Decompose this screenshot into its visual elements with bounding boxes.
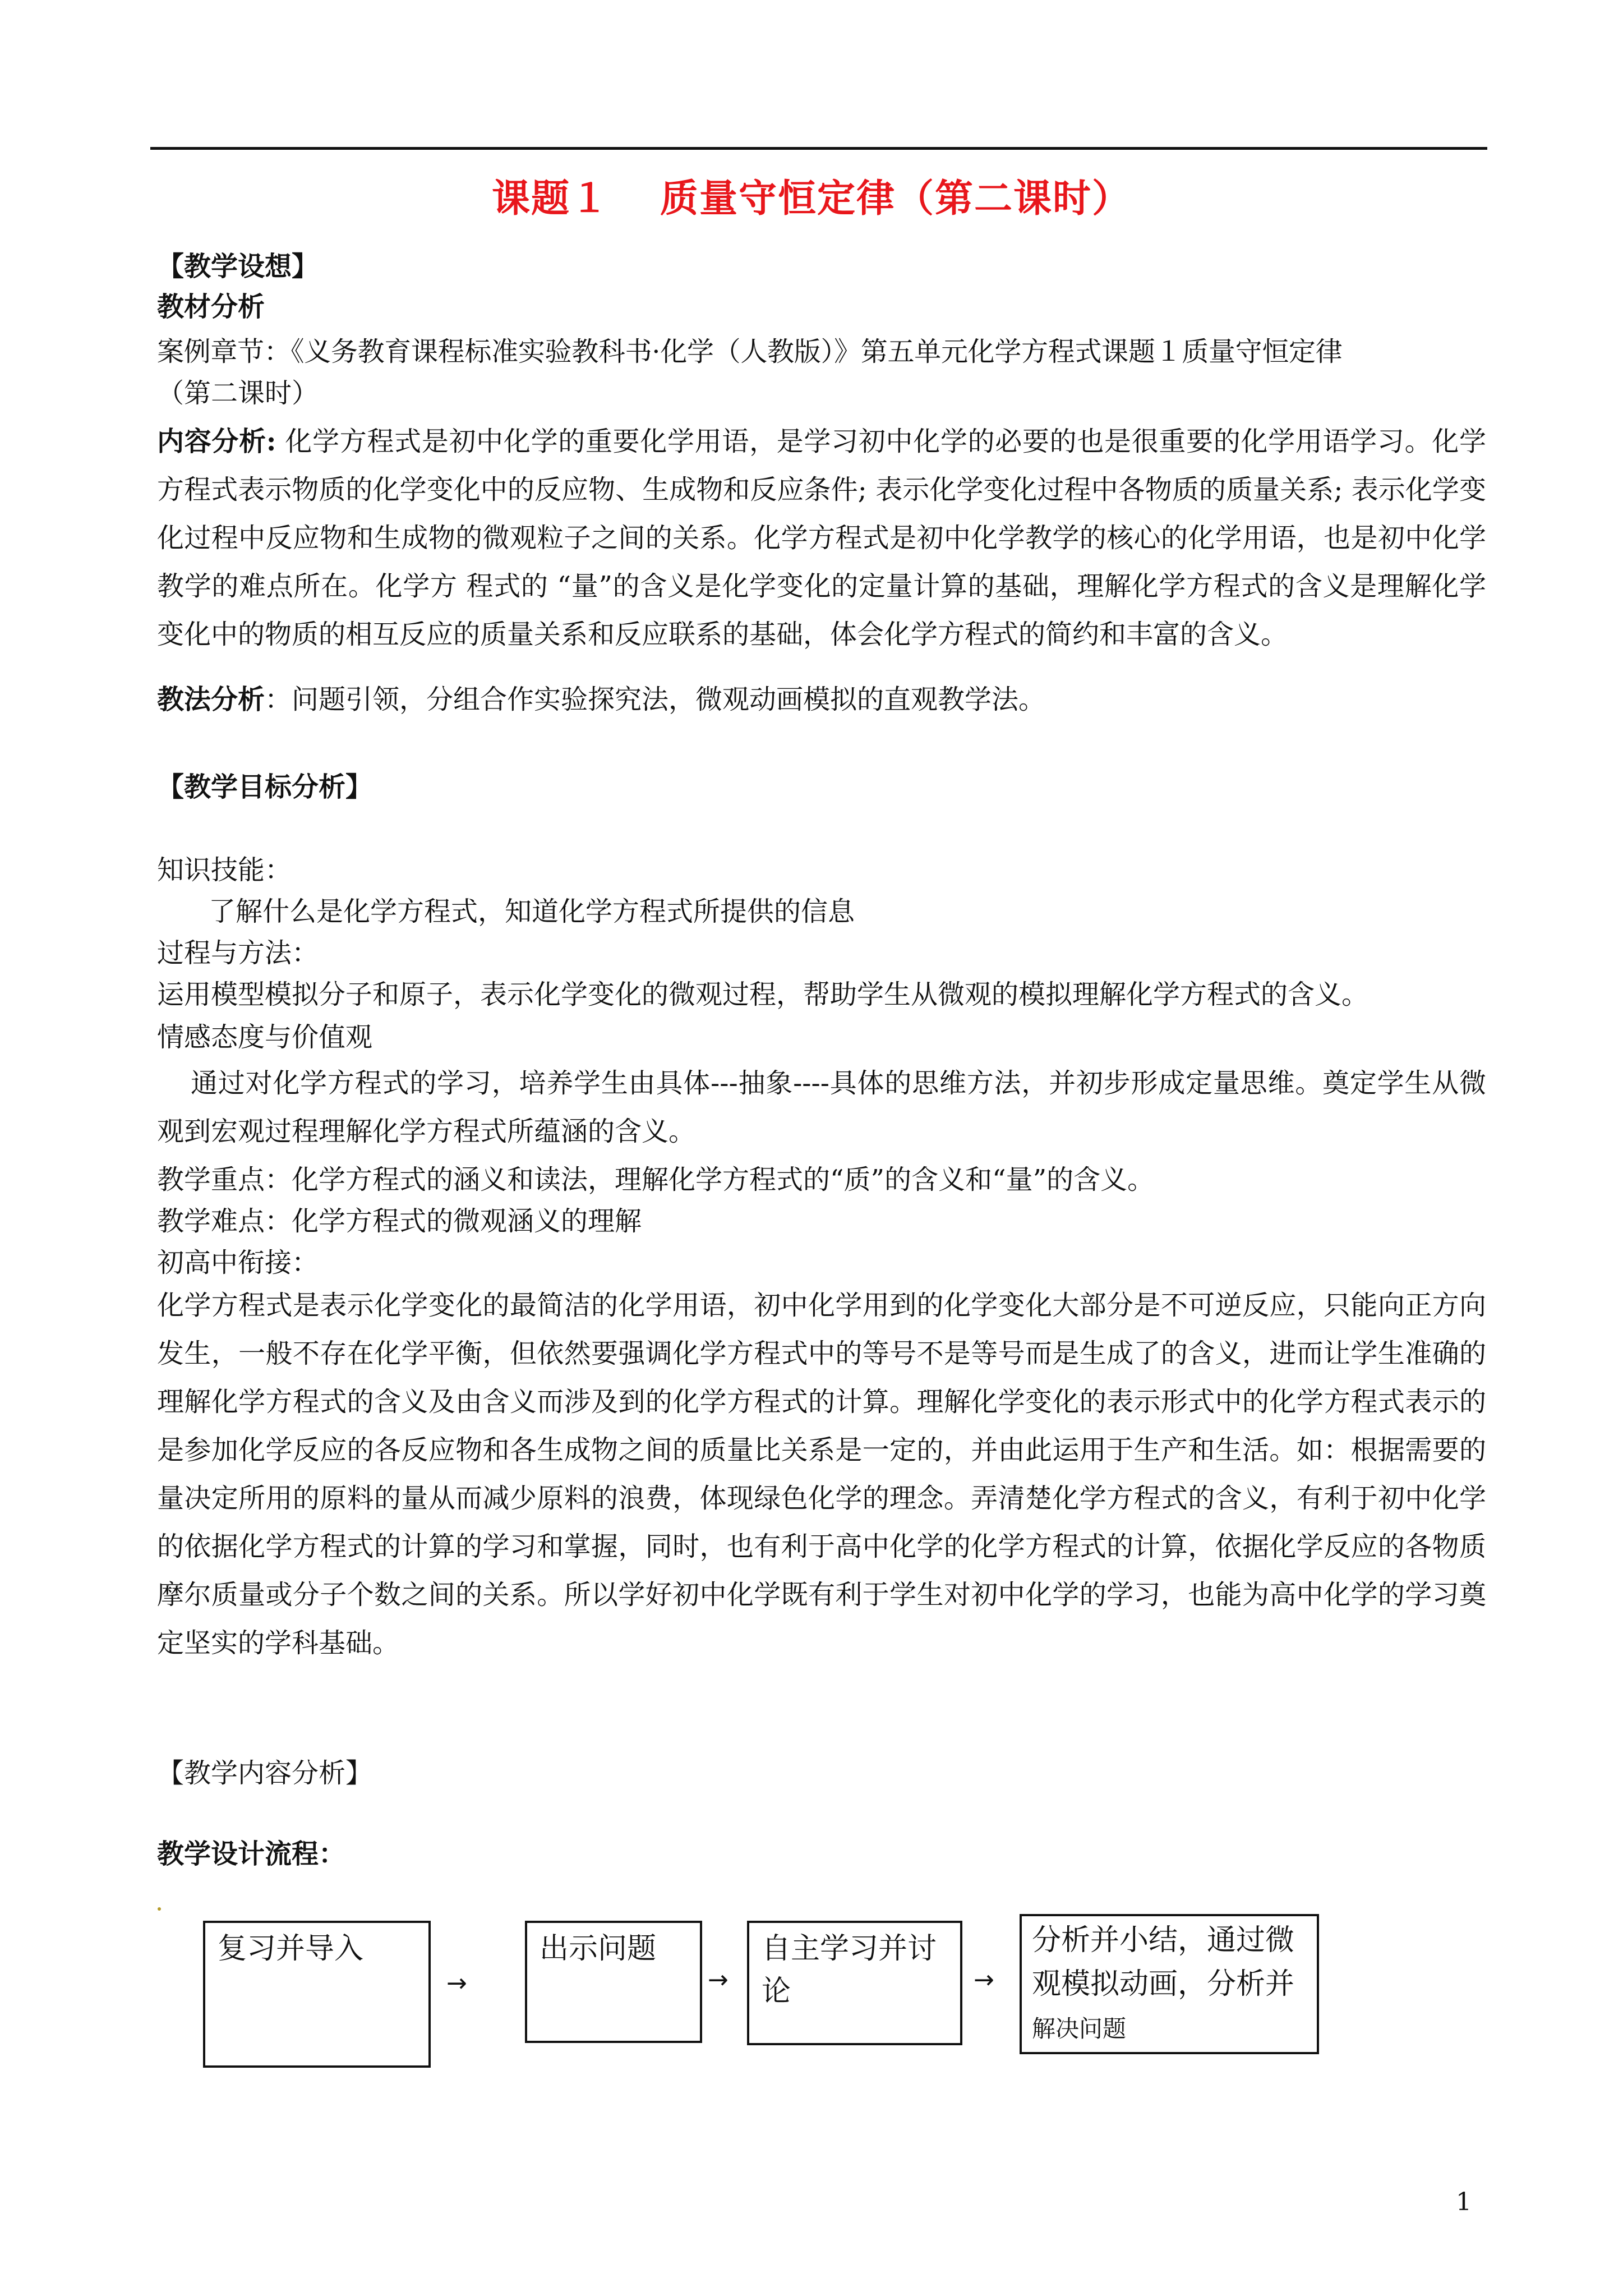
title-lesson-number: 课题１ xyxy=(491,177,610,221)
section-heading-goals: 【教学目标分析】 xyxy=(157,771,373,803)
flow-arrow-3: → xyxy=(974,1966,994,1994)
flow-step-review-intro xyxy=(203,1921,431,2068)
knowledge-skills-label: 知识技能： xyxy=(157,854,292,886)
knowledge-skills-text: 了解什么是化学方程式，知道化学方程式所提供的信息 xyxy=(209,896,855,927)
stray-mark xyxy=(158,1907,161,1911)
flow-arrow-1: → xyxy=(446,1969,467,1998)
bridge-label: 初高中衔接： xyxy=(157,1247,319,1278)
method-analysis-text: ：问题引领，分组合作实验探究法，微观动画模拟的直观教学法。 xyxy=(265,684,1046,715)
flow-step-solve-problem-label: 解决问题 xyxy=(1032,2015,1127,2042)
title-topic: 质量守恒定律（第二课时） xyxy=(660,177,1132,221)
method-analysis-line xyxy=(157,675,1045,724)
teaching-key-point: 教学重点：化学方程式的涵义和读法，理解化学方程式的“质”的含义和“量”的含义。 xyxy=(157,1164,1155,1195)
emotion-values-label: 情感态度与价值观 xyxy=(157,1022,373,1053)
teaching-difficulty: 教学难点：化学方程式的微观涵义的理解 xyxy=(157,1205,642,1237)
case-chapter-line2: （第二课时） xyxy=(157,378,319,409)
page-title xyxy=(0,168,1623,223)
flow-step-analyze-summarize-label: 分析并小结，通过微观模拟动画，分析并 xyxy=(1032,1924,1295,2001)
content-analysis-paragraph xyxy=(157,417,1486,659)
flow-arrow-2: → xyxy=(708,1966,728,1994)
flow-step-review-intro-label: 复习并导入 xyxy=(218,1932,364,1966)
flow-step-self-study xyxy=(747,1921,962,2045)
bridge-paragraph: 化学方程式是表示化学变化的最简洁的化学用语，初中化学用到的化学变化大部分是不可逆反应，只能向正方向发生，一般不存在化学平衡，但依然要强调化学方程式中的等号不是等号而是生成了的含义，进而让学生准确的理解化学方程式的含义及由含义而涉及到的化学方程式的计算。理解化学变化的表示形式中的化学方程式表示的是参加化学反应的各反应物和各生成物之间的质量比关系是一定的，并由此运用于生产和生活。如：根据需要的量决定所用的原料的量从而减少原料的浪费，体现绿色化学的理念。弄清楚化学方程式的含义，有利于初中化学的依据化学方程式的计算的学习和掌握，同时，也有利于高中化学的化学方程式的计算，依据化学反应的各物质摩尔质量或分子个数之间的关系。所以学好初中化学既有利于学生对初中化学的学习，也能为高中化学的学习奠定坚实的学科基础。 xyxy=(157,1290,1486,1659)
page-number: 1 xyxy=(1456,2188,1472,2216)
flow-step-self-study-label: 自主学习并讨论 xyxy=(762,1932,937,2008)
content-analysis-text: 化学方程式是初中化学的重要化学用语，是学习初中化学的必要的也是很重要的化学用语学习。化学方程式表示物质的化学变化中的反应物、生成物和反应条件; 表示化学变化过程中各物质的质量关系; 表示化学变化过程中反应物和生成物的微观粒子之间的关系。化学方程式是初中化学教学的核心的化学用语，也是初中化学教学的难点所在。化学方 程式的 “量”的含义是化学变化的定量计算的基础，理解化学方程式的含义是理解化学变化中的物质的相互反应的质量关系和反应联系的基础，体会化学方程式的简约和丰富的含义。 xyxy=(157,426,1486,650)
flow-step-show-question xyxy=(525,1921,702,2043)
content-analysis-label: 内容分析: xyxy=(157,426,276,457)
section-heading-design: 【教学设想】 xyxy=(157,251,319,282)
emotion-values-text: 通过对化学方程式的学习，培养学生由具体---抽象----具体的思维方法，并初步形成定量思维。奠定学生从微观到宏观过程理解化学方程式所蕴涵的含义。 xyxy=(157,1068,1486,1147)
process-method-label: 过程与方法： xyxy=(157,937,319,969)
flow-step-show-question-label: 出示问题 xyxy=(540,1932,657,1966)
flow-step-analyze-summarize xyxy=(1020,1914,1319,2054)
material-analysis-heading: 教材分析 xyxy=(157,291,265,323)
flow-heading: 教学设计流程： xyxy=(157,1838,346,1870)
case-chapter-line1: 案例章节：《义务教育课程标准实验教科书·化学（人教版）》第五单元化学方程式课题１质量守恒定律 xyxy=(157,336,1343,367)
process-method-text: 运用模型模拟分子和原子，表示化学变化的微观过程，帮助学生从微观的模拟理解化学方程式的含义。 xyxy=(157,979,1369,1010)
method-analysis-label: 教法分析 xyxy=(157,684,265,715)
section-heading-content: 【教学内容分析】 xyxy=(157,1757,373,1789)
header-rule xyxy=(150,147,1487,150)
